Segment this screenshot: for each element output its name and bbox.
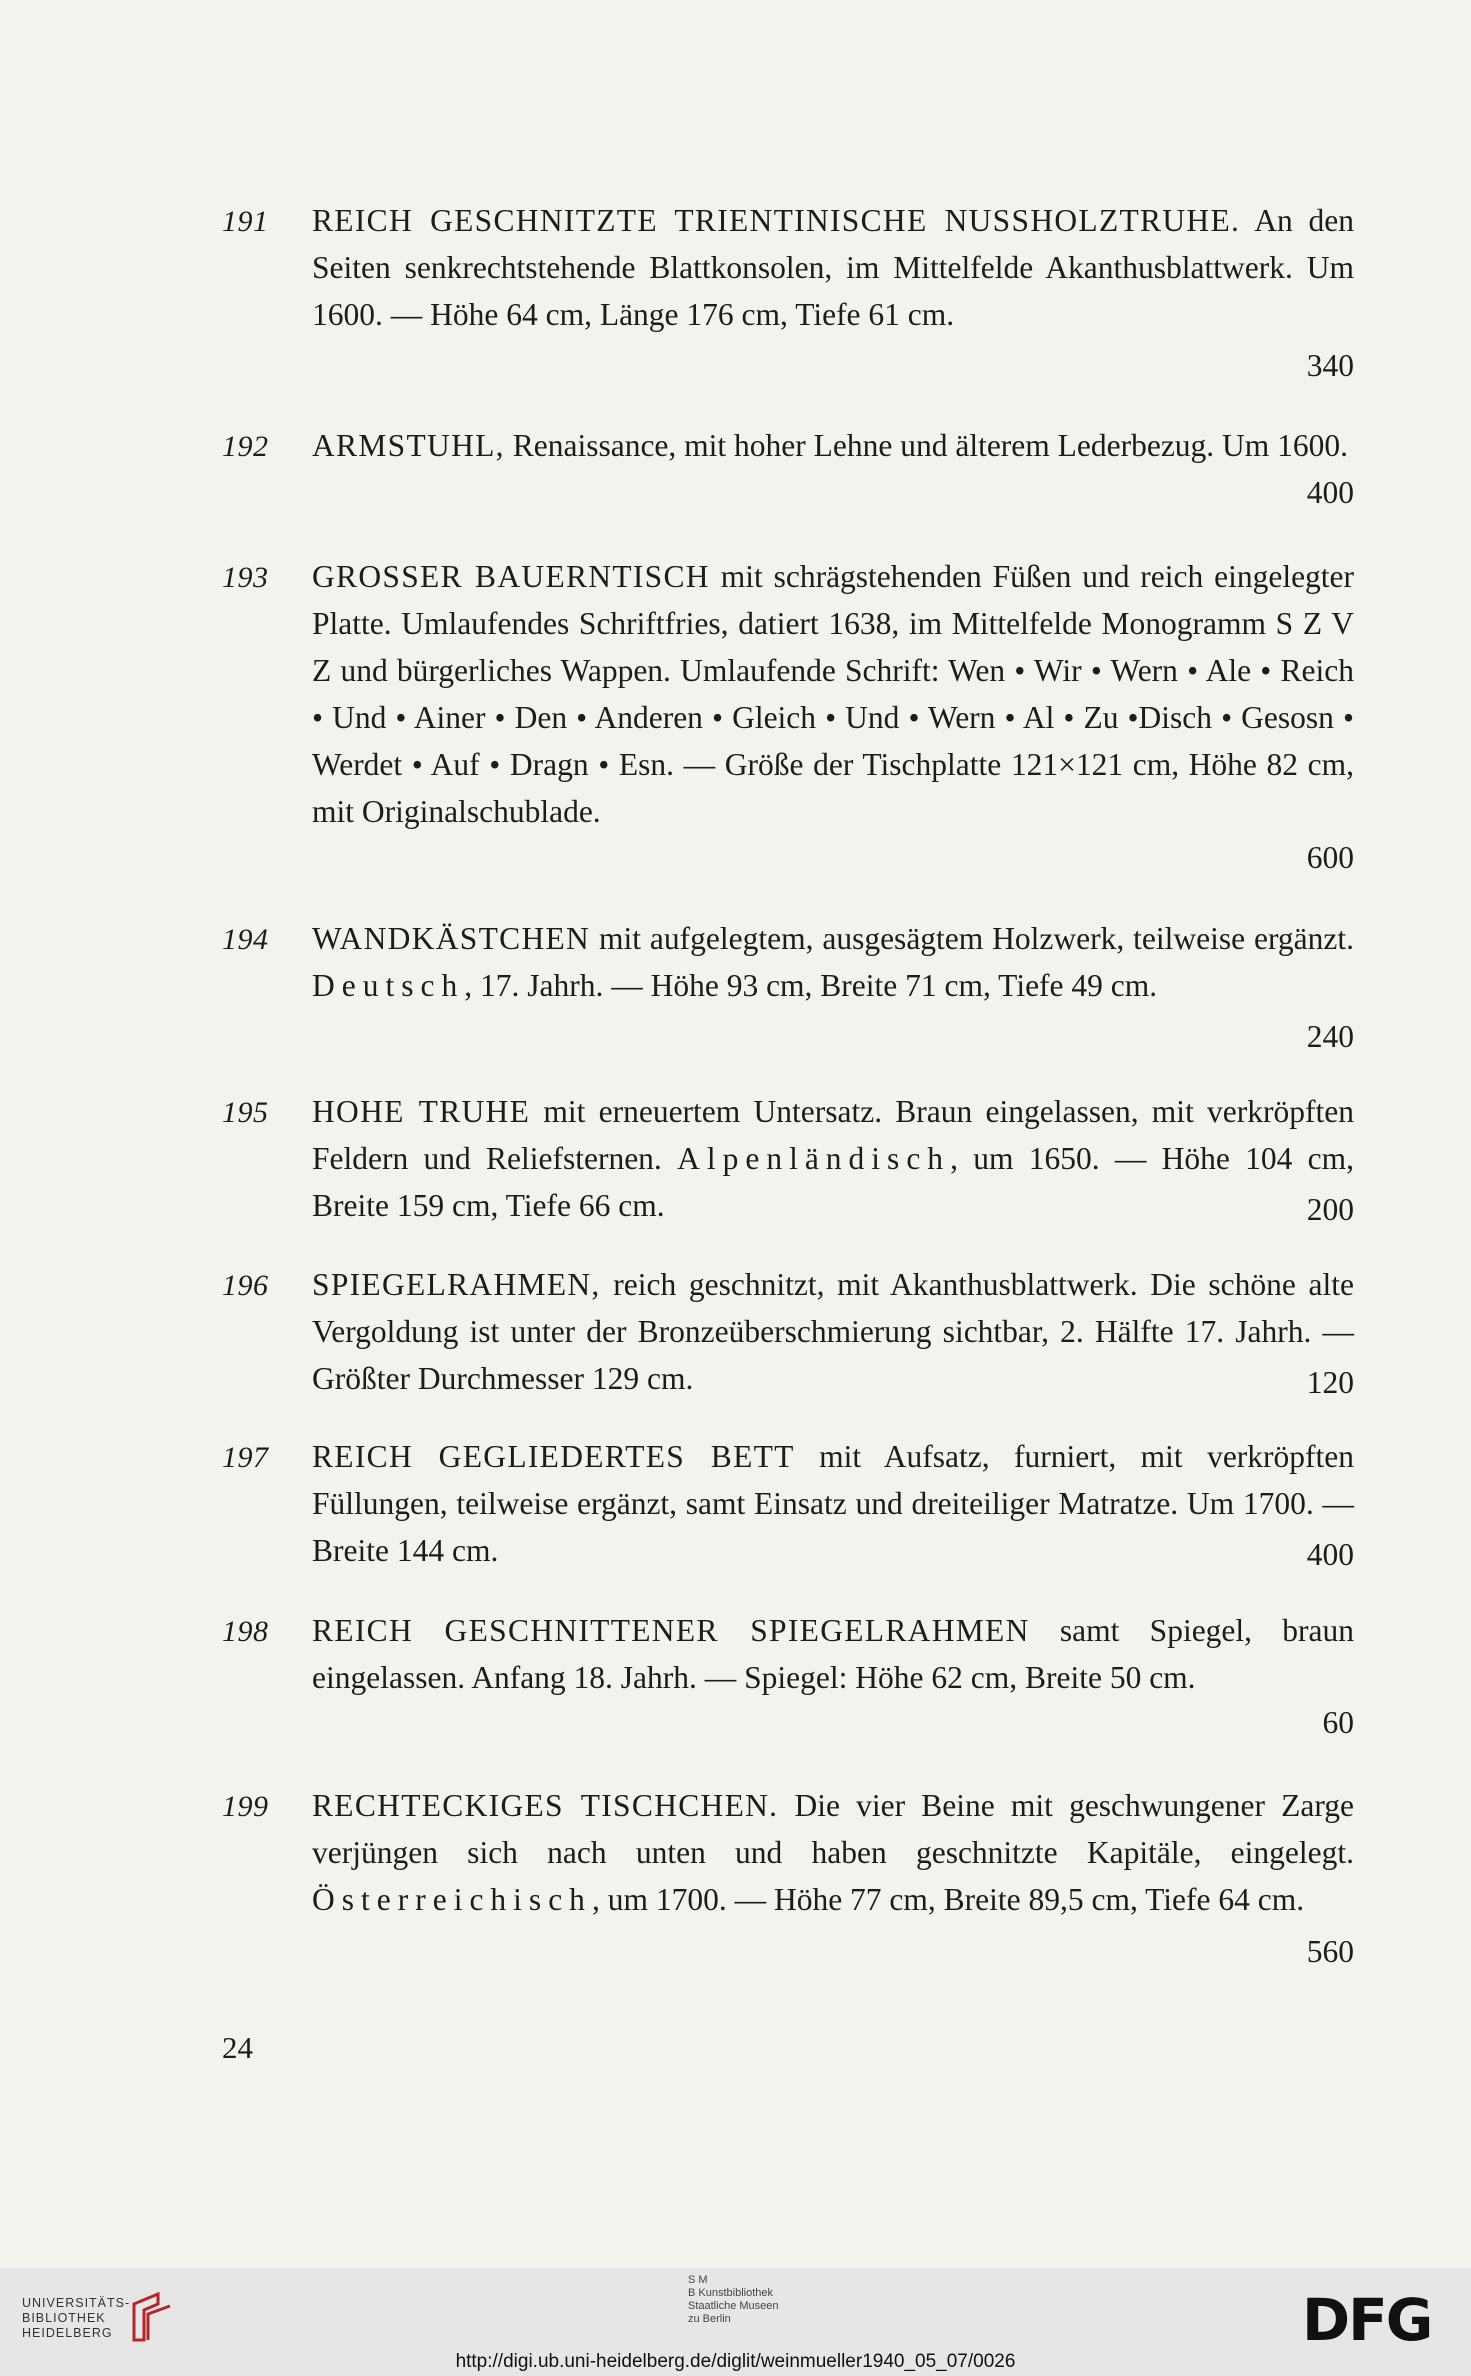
lot-description [312,197,1354,338]
lot-title: SPIEGELRAHMEN, [312,1267,601,1302]
lot-description [312,553,1354,835]
lot-description [312,915,1354,1009]
stamp-line: Staatliche Museen [688,2300,779,2312]
lot-price: 60 [1322,1705,1354,1740]
lot-price: 240 [1306,1019,1354,1054]
stamp-line: zu Berlin [688,2313,731,2325]
lot-number: 198 [222,1615,269,1648]
lot-description [312,1088,1354,1229]
lot-text: mit erneuertem Untersatz. Braun eingelassen, mit verkröpften Feldern und Reliefsternen. [312,1094,1354,1176]
lot-price: 560 [1306,1934,1354,1969]
library-stamp [688,2274,779,2326]
lot-title: ARMSTUHL, [312,428,505,463]
dfg-logo: DFG [1302,2286,1432,2354]
stamp-line: B Kunstbibliothek [688,2287,773,2299]
lot-number: 196 [222,1269,269,1302]
lot-number: 197 [222,1441,269,1474]
lot-text: mit schrägstehenden Füßen und reich eingelegter Platte. Umlaufendes Schriftfries, datiert 1638, im Mittelfelde Monogramm S Z V Z und bürgerliches Wappen. Umlaufende Schrift: Wen • Wir • Wern • Ale • Reich • Und • Ainer • Den • Anderen • Gleich • Und • Wern • Al • Zu •Disch • Gesosn • Werdet • Auf • Dragn • Esn. — Größe der Tischplatte 121×121 cm, Höhe 82 cm, mit Originalschublade. [312,559,1355,829]
lot-text: mit aufgelegtem, ausgesägtem Holzwerk, teilweise ergänzt. [599,921,1354,956]
university-library-text [22,2296,130,2341]
page-number: 24 [222,2030,253,2065]
lot-description [312,1782,1354,1923]
lot-price: 120 [1306,1365,1354,1400]
lot-title: RECHTECKIGES TISCHCHEN. [312,1788,779,1823]
lot-number: 194 [222,923,269,956]
lot-text: An den Seiten senkrechtstehende Blattkonsolen, im Mittelfelde Akanthusblattwerk. Um 1600. — Höhe 64 cm, Länge 176 cm, Tiefe 61 cm. [312,203,1355,332]
lot-number: 195 [222,1096,269,1129]
lot-title: REICH GEGLIEDERTES BETT [312,1439,795,1474]
lot-price: 340 [1306,348,1354,383]
lot-description [312,422,1354,469]
lot-text: Die vier Beine mit geschwungener Zarge verjüngen sich nach unten und haben geschnitzte Kapitäle, eingelegt. [312,1788,1355,1870]
lot-title: WANDKÄSTCHEN [312,921,591,956]
lot-text: samt Spiegel, braun eingelassen. Anfang 18. Jahrh. — Spiegel: Höhe 62 cm, Breite 50 cm. [312,1613,1355,1695]
lot-title: REICH GESCHNITTENER SPIEGELRAHMEN [312,1613,1030,1648]
lot-text-tail: , um 1700. — Höhe 77 cm, Breite 89,5 cm, Tiefe 64 cm. [591,1882,1305,1917]
lot-text: Renaissance, mit hoher Lehne und älterem Lederbezug. Um 1600. [512,428,1349,463]
university-line: HEIDELBERG [22,2326,113,2340]
lot-text-tail: , 17. Jahrh. — Höhe 93 cm, Breite 71 cm, Tiefe 49 cm. [464,968,1158,1003]
stamp-line: S M [688,2274,708,2286]
lot-number: 191 [222,205,269,238]
lot-text-tail: , um 1650. — Höhe 104 cm, Breite 159 cm, Tiefe 66 cm. [312,1141,1355,1223]
university-line: UNIVERSITÄTS- [22,2296,131,2310]
lot-title: HOHE TRUHE [312,1094,531,1129]
viewer-footer [0,2268,1471,2376]
lot-title: REICH GESCHNITZTE TRIENTINISCHE NUSSHOLZTRUHE. [312,203,1241,238]
origin-spaced: Österreichisch [312,1882,592,1917]
lot-price: 400 [1306,1537,1354,1572]
origin-spaced: Deutsch [312,968,465,1003]
lot-price: 400 [1306,475,1354,510]
lot-price: 200 [1306,1192,1354,1227]
origin-spaced: Alpenländisch [677,1141,951,1176]
lot-description [312,1261,1354,1402]
lot-text: mit Aufsatz, furniert, mit verkröpften Füllungen, teilweise ergänzt, samt Einsatz und dreiteiliger Matratze. Um 1700. — Breite 144 cm. [312,1439,1354,1568]
lot-number: 193 [222,561,269,594]
permalink-url[interactable]: http://digi.ub.uni-heidelberg.de/diglit/weinmueller1940_05_07/0026 [455,2351,1016,2372]
lot-title: GROSSER BAUERNTISCH [312,559,710,594]
university-logo-icon [128,2290,176,2346]
lot-text: reich geschnitzt, mit Akanthusblattwerk. Die schöne alte Vergoldung ist unter der Bronzeüberschmierung sichtbar, 2. Hälfte 17. Jahrh. — Größter Durchmesser 129 cm. [312,1267,1355,1396]
lot-description [312,1433,1354,1574]
lot-price: 600 [1306,840,1354,875]
university-line: BIBLIOTHEK [22,2311,106,2325]
lot-description [312,1607,1354,1701]
lot-number: 192 [222,430,269,463]
lot-number: 199 [222,1790,269,1823]
